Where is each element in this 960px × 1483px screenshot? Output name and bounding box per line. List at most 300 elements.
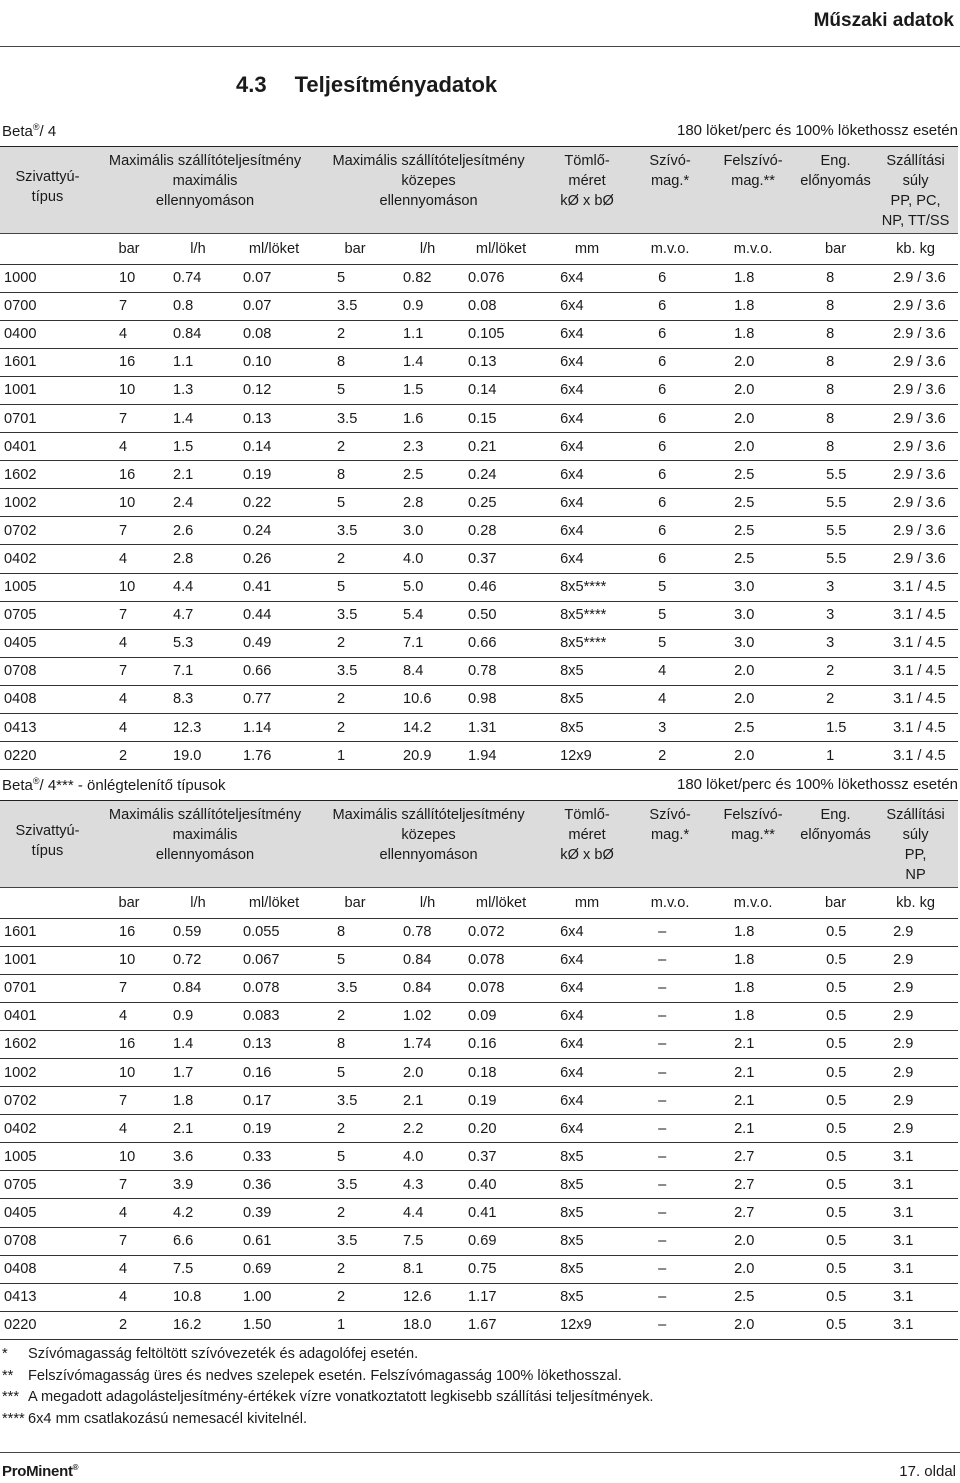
value-cell: 0.055 [233,918,315,946]
footnote-text: A megadott adagolásteljesítmény-értékek vízre vonatkoztatott legkisebb szállítási teljesítmények. [28,1389,654,1405]
value-cell: 1.74 [395,1030,460,1058]
table-row [0,629,958,657]
units-row [0,887,958,918]
value-cell: 0.19 [460,1087,542,1115]
value-cell: – [632,1115,708,1143]
value-cell: 8x5 [542,1227,632,1255]
value-cell: 3.1 / 4.5 [873,714,958,742]
value-cell: 0.10 [233,348,315,376]
value-cell: 8 [315,918,395,946]
value-cell: 3.5 [315,517,395,545]
pump-type-cell: 0708 [0,657,95,685]
value-cell: 0.5 [798,974,873,1002]
value-cell: 0.61 [233,1227,315,1255]
value-cell: 8x5 [542,1199,632,1227]
value-cell: 2.1 [163,461,233,489]
value-cell: 10 [95,573,163,601]
value-cell: 0.39 [233,1199,315,1227]
section-number: 4.3 [236,72,267,97]
value-cell: 0.28 [460,517,542,545]
value-cell: 2.9 / 3.6 [873,320,958,348]
value-cell: 1.8 [708,320,798,348]
pump-type-cell: 0700 [0,292,95,320]
pump-type-cell: 1602 [0,461,95,489]
pump-type-cell: 0705 [0,601,95,629]
value-cell: 8x5 [542,1143,632,1171]
value-cell: 8.1 [395,1255,460,1283]
unit-cell: m.v.o. [650,240,690,257]
value-cell: 2.9 / 3.6 [873,517,958,545]
table2-caption [0,776,958,798]
value-cell: 0.24 [460,461,542,489]
value-cell: 2 [315,545,395,573]
value-cell: 2 [95,1311,163,1339]
value-cell: 3.5 [315,974,395,1002]
value-cell: 2.5 [708,714,798,742]
value-cell: 2.8 [395,489,460,517]
value-cell: 2.5 [708,517,798,545]
value-cell: 0.072 [460,918,542,946]
col-pump-type: Szivattyú- típus [0,147,95,233]
value-cell: 6.6 [163,1227,233,1255]
value-cell: 2 [315,1199,395,1227]
pump-type-cell: 0401 [0,1002,95,1030]
table-row [0,1087,958,1115]
value-cell: 0.08 [233,320,315,348]
value-cell: 0.5 [798,1115,873,1143]
value-cell: 0.24 [233,517,315,545]
col-shipping-weight: Szállítási súly PP, NP [873,801,958,887]
unit-cell: kb. kg [896,894,936,911]
unit-cell: bar [825,240,847,257]
footnote-mark: *** [2,1389,20,1405]
value-cell: 0.41 [233,573,315,601]
value-cell: 0.5 [798,1171,873,1199]
value-cell: – [632,918,708,946]
value-cell: 12.3 [163,714,233,742]
value-cell: 0.5 [798,1199,873,1227]
performance-table-beta4-selfbleeding [0,800,958,1340]
value-cell: 14.2 [395,714,460,742]
value-cell: 7 [95,517,163,545]
value-cell: 1.8 [708,1002,798,1030]
value-cell: 3.5 [315,1087,395,1115]
value-cell: 16 [95,1030,163,1058]
value-cell: 2 [632,742,708,770]
value-cell: 4.4 [163,573,233,601]
value-cell: 2.9 / 3.6 [873,433,958,461]
value-cell: 1 [315,742,395,770]
value-cell: 0.37 [460,545,542,573]
value-cell: – [632,1143,708,1171]
value-cell: 2.9 / 3.6 [873,264,958,292]
value-cell: 2 [315,1002,395,1030]
value-cell: 5.5 [798,489,873,517]
value-cell: 0.21 [460,433,542,461]
value-cell: 8 [315,348,395,376]
table-row [0,657,958,685]
value-cell: 0.5 [798,1058,873,1086]
value-cell: 5 [632,629,708,657]
pump-type-cell: 1002 [0,489,95,517]
value-cell: – [632,1058,708,1086]
value-cell: 0.5 [798,1311,873,1339]
units-row [0,233,958,264]
value-cell: 2.9 [873,1030,958,1058]
value-cell: 8 [798,292,873,320]
unit-cell: bar [118,894,140,911]
value-cell: 0.69 [233,1255,315,1283]
pump-type-cell: 0701 [0,974,95,1002]
value-cell: 0.078 [233,974,315,1002]
value-cell: – [632,1171,708,1199]
value-cell: 2.1 [708,1030,798,1058]
value-cell: 0.105 [460,320,542,348]
value-cell: 7.5 [163,1255,233,1283]
value-cell: 2.9 [873,1002,958,1030]
value-cell: 0.49 [233,629,315,657]
value-cell: 0.07 [233,264,315,292]
footnote [2,1409,653,1431]
table2-title: Beta®/ 4*** - önlégtelenítő típusok [2,776,226,794]
value-cell: 20.9 [395,742,460,770]
unit-cell-empty [0,887,95,918]
value-cell: 2.0 [708,1227,798,1255]
value-cell: 2.0 [708,742,798,770]
value-cell: 4 [95,320,163,348]
value-cell: 5.4 [395,601,460,629]
value-cell: 8 [315,1030,395,1058]
value-cell: 0.13 [233,1030,315,1058]
value-cell: – [632,1311,708,1339]
value-cell: 0.40 [460,1171,542,1199]
value-cell: 0.14 [460,376,542,404]
unit-cell: l/h [190,240,206,257]
col-priming-height: Felszívó- mag.** [708,801,798,887]
value-cell: – [632,974,708,1002]
value-cell: 0.076 [460,264,542,292]
value-cell: – [632,1087,708,1115]
value-cell: 2 [315,320,395,348]
value-cell: 2.9 / 3.6 [873,461,958,489]
value-cell: 8x5**** [542,629,632,657]
value-cell: 1.50 [233,1311,315,1339]
value-cell: 2 [315,714,395,742]
value-cell: 1.8 [708,264,798,292]
pump-type-cell: 1000 [0,264,95,292]
value-cell: 19.0 [163,742,233,770]
value-cell: 4 [632,657,708,685]
value-cell: 1 [315,1311,395,1339]
value-cell: 0.75 [460,1255,542,1283]
value-cell: 1.14 [233,714,315,742]
col-max-capacity-max-pressure: Maximális szállítóteljesítmény maximális ellennyomáson [95,147,315,233]
value-cell: 8x5 [542,1171,632,1199]
value-cell: 0.66 [460,629,542,657]
value-cell: 2 [315,685,395,713]
value-cell: 5 [315,573,395,601]
value-cell: 0.09 [460,1002,542,1030]
value-cell: 16.2 [163,1311,233,1339]
value-cell: 4 [95,1115,163,1143]
value-cell: 7 [95,657,163,685]
value-cell: 6x4 [542,1087,632,1115]
table-row [0,974,958,1002]
value-cell: 5 [632,573,708,601]
value-cell: 0.78 [395,918,460,946]
value-cell: 2 [798,657,873,685]
value-cell: 4 [95,545,163,573]
value-cell: 5.0 [395,573,460,601]
table1-caption [0,122,958,144]
performance-table-beta4 [0,146,958,770]
value-cell: 6 [632,320,708,348]
pump-type-cell: 1601 [0,918,95,946]
value-cell: 8 [798,376,873,404]
value-cell: 2.1 [163,1115,233,1143]
value-cell: 5 [315,1058,395,1086]
pump-type-cell: 0702 [0,517,95,545]
value-cell: 0.5 [798,1002,873,1030]
value-cell: 6x4 [542,545,632,573]
value-cell: 0.5 [798,1030,873,1058]
value-cell: 0.46 [460,573,542,601]
value-cell: 3.9 [163,1171,233,1199]
pump-type-cell: 1001 [0,376,95,404]
value-cell: 3.1 [873,1255,958,1283]
value-cell: 3.5 [315,404,395,432]
value-cell: – [632,1199,708,1227]
unit-cell: l/h [419,240,436,257]
table-row [0,292,958,320]
value-cell: 0.78 [460,657,542,685]
value-cell: 3 [798,573,873,601]
value-cell: 8 [798,404,873,432]
value-cell: 3.5 [315,1227,395,1255]
value-cell: 3 [798,629,873,657]
value-cell: 7 [95,1227,163,1255]
pump-type-cell: 0413 [0,1283,95,1311]
value-cell: 6x4 [542,376,632,404]
table-row [0,1227,958,1255]
value-cell: 3.1 / 4.5 [873,742,958,770]
value-cell: 4 [95,1199,163,1227]
unit-cell: mm [574,240,600,257]
pump-type-cell: 0708 [0,1227,95,1255]
value-cell: 1.76 [233,742,315,770]
unit-cell: ml/löket [475,240,527,257]
value-cell: 0.44 [233,601,315,629]
value-cell: 2.5 [708,461,798,489]
value-cell: 3.1 [873,1283,958,1311]
footnote [2,1387,653,1409]
value-cell: 4 [632,685,708,713]
footnote-mark: * [2,1346,8,1362]
table-row [0,404,958,432]
table-row [0,1255,958,1283]
value-cell: 8 [798,320,873,348]
table-row [0,685,958,713]
value-cell: 3.5 [315,292,395,320]
value-cell: 6x4 [542,292,632,320]
value-cell: 4.2 [163,1199,233,1227]
col-permitted-pressure: Eng. előnyomás [798,801,873,887]
value-cell: 8x5 [542,1283,632,1311]
value-cell: 0.69 [460,1227,542,1255]
value-cell: 10 [95,264,163,292]
footnote [2,1366,653,1388]
value-cell: 3.6 [163,1143,233,1171]
value-cell: 1.00 [233,1283,315,1311]
value-cell: 3.1 [873,1227,958,1255]
value-cell: 5 [315,376,395,404]
value-cell: 0.59 [163,918,233,946]
value-cell: 6x4 [542,404,632,432]
value-cell: 0.50 [460,601,542,629]
col-priming-height: Felszívó- mag.** [708,147,798,233]
pump-type-cell: 0701 [0,404,95,432]
col-hose-size: Tömlő- méret kØ x bØ [542,801,632,887]
unit-cell: kb. kg [896,240,936,257]
value-cell: 10 [95,946,163,974]
unit-cell: m.v.o. [733,240,773,257]
col-suction-height: Szívó- mag.* [632,147,708,233]
value-cell: 3.0 [708,573,798,601]
value-cell: 5 [315,946,395,974]
footer-divider [0,1452,960,1453]
value-cell: 2.8 [163,545,233,573]
value-cell: 8 [798,264,873,292]
value-cell: 2.9 [873,1087,958,1115]
pump-type-cell: 0220 [0,742,95,770]
value-cell: 2 [315,1255,395,1283]
unit-cell: bar [344,894,366,911]
value-cell: 4 [95,433,163,461]
value-cell: 2.5 [708,545,798,573]
pump-type-cell: 0402 [0,545,95,573]
value-cell: 0.9 [395,292,460,320]
value-cell: 1.31 [460,714,542,742]
pump-type-cell: 0405 [0,629,95,657]
value-cell: 3.1 / 4.5 [873,657,958,685]
pump-type-cell: 0405 [0,1199,95,1227]
value-cell: 0.5 [798,1143,873,1171]
col-suction-height: Szívó- mag.* [632,801,708,887]
table-row [0,461,958,489]
value-cell: 10.6 [395,685,460,713]
pump-type-cell: 0408 [0,1255,95,1283]
value-cell: – [632,1030,708,1058]
value-cell: 0.20 [460,1115,542,1143]
value-cell: 2.7 [708,1171,798,1199]
value-cell: 3.0 [708,601,798,629]
col-permitted-pressure: Eng. előnyomás [798,147,873,233]
value-cell: 2.5 [395,461,460,489]
value-cell: 0.19 [233,461,315,489]
value-cell: 2.9 [873,1115,958,1143]
value-cell: 2.6 [163,517,233,545]
table-row [0,1143,958,1171]
value-cell: 2.5 [708,1283,798,1311]
value-cell: 4 [95,685,163,713]
value-cell: 7.1 [395,629,460,657]
footnotes [2,1344,653,1430]
col-pump-type: Szivattyú- típus [0,801,95,887]
unit-cell: ml/löket [248,240,300,257]
page-number: 17. oldal [899,1463,956,1480]
value-cell: 1.3 [163,376,233,404]
value-cell: 2.9 [873,1058,958,1086]
value-cell: 8.3 [163,685,233,713]
value-cell: 2.1 [395,1087,460,1115]
value-cell: 6x4 [542,517,632,545]
value-cell: 2.1 [708,1087,798,1115]
value-cell: 0.37 [460,1143,542,1171]
value-cell: 1.5 [798,714,873,742]
table-row [0,264,958,292]
value-cell: 8x5**** [542,601,632,629]
value-cell: 0.08 [460,292,542,320]
value-cell: 0.84 [395,974,460,1002]
unit-cell: ml/löket [475,894,527,911]
table-row [0,348,958,376]
value-cell: 0.5 [798,918,873,946]
value-cell: 10 [95,489,163,517]
value-cell: 16 [95,918,163,946]
value-cell: 2.1 [708,1115,798,1143]
value-cell: 7.5 [395,1227,460,1255]
value-cell: 2 [798,685,873,713]
value-cell: 1.17 [460,1283,542,1311]
col-max-capacity-max-pressure: Maximális szállítóteljesítmény maximális ellennyomáson [95,801,315,887]
value-cell: 4 [95,1283,163,1311]
value-cell: 1.5 [395,376,460,404]
pump-type-cell: 1001 [0,946,95,974]
value-cell: 4.0 [395,545,460,573]
value-cell: 2 [315,1283,395,1311]
value-cell: 0.33 [233,1143,315,1171]
value-cell: 2.9 [873,946,958,974]
pump-type-cell: 0401 [0,433,95,461]
value-cell: 1.8 [708,292,798,320]
value-cell: 2.3 [395,433,460,461]
value-cell: 2.0 [708,348,798,376]
value-cell: 0.66 [233,657,315,685]
value-cell: 1.8 [708,918,798,946]
value-cell: 0.8 [163,292,233,320]
value-cell: 7 [95,1171,163,1199]
section-name: Teljesítményadatok [294,72,498,97]
value-cell: 0.77 [233,685,315,713]
value-cell: 1.8 [163,1087,233,1115]
value-cell: 2.0 [708,433,798,461]
pump-type-cell: 0400 [0,320,95,348]
value-cell: 3.1 / 4.5 [873,601,958,629]
value-cell: 5.5 [798,517,873,545]
value-cell: 0.72 [163,946,233,974]
value-cell: 6 [632,348,708,376]
value-cell: 6x4 [542,461,632,489]
value-cell: 5.3 [163,629,233,657]
value-cell: 0.82 [395,264,460,292]
value-cell: 0.36 [233,1171,315,1199]
header-divider [0,46,960,47]
value-cell: 0.13 [233,404,315,432]
value-cell: 0.067 [233,946,315,974]
value-cell: 1.5 [163,433,233,461]
value-cell: 4.0 [395,1143,460,1171]
value-cell: – [632,1227,708,1255]
